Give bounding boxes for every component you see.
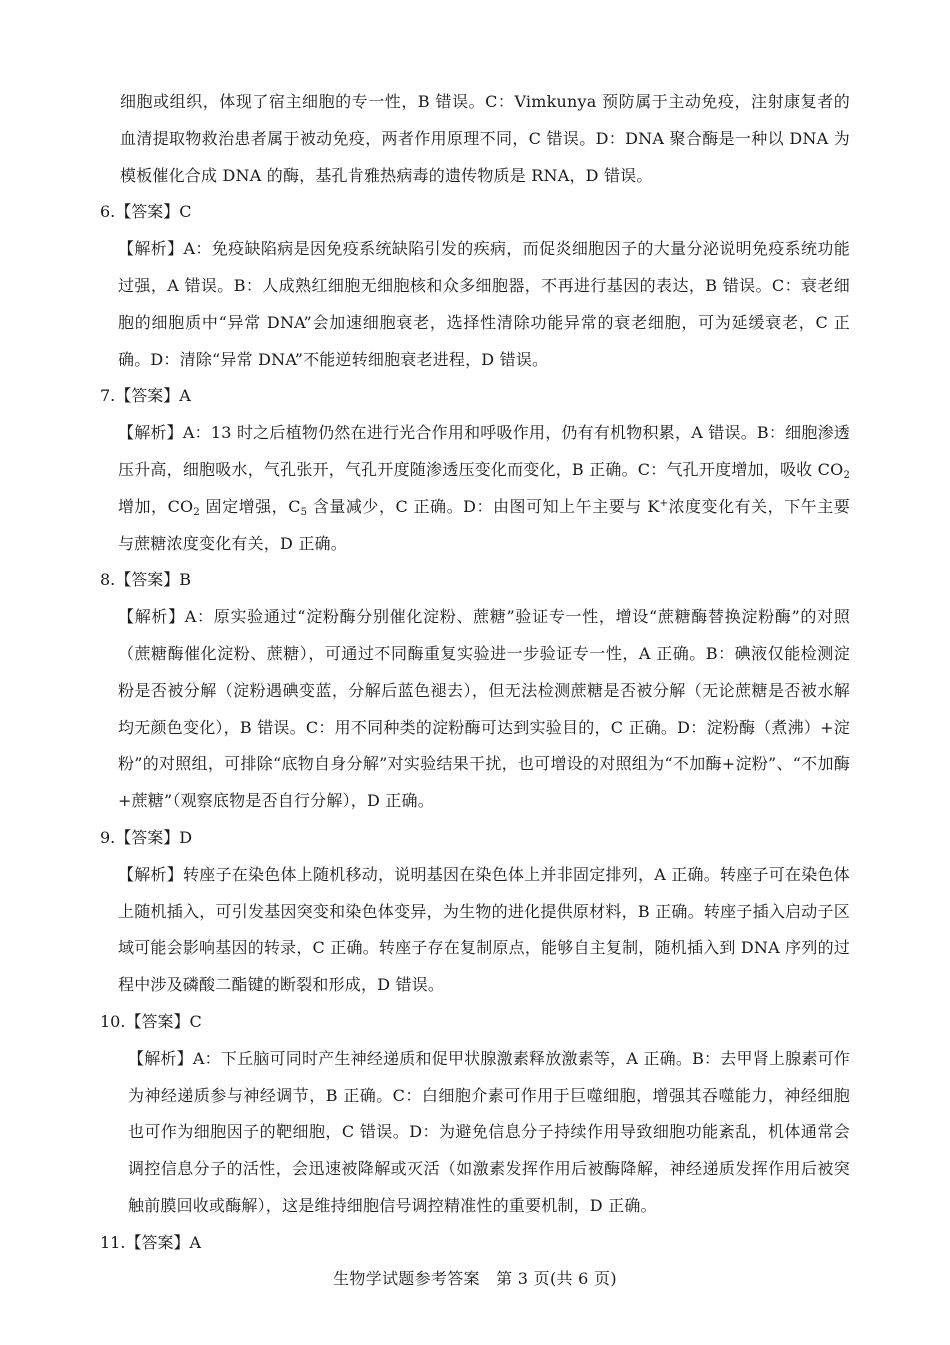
explanation-7-part5: 浓度变化有关，下午主要与蔗糖浓度变化有关，D 正确。	[118, 496, 850, 553]
subscript-c5: 5	[300, 506, 308, 518]
page-footer: 生物学试题参考答案 第 3 页(共 6 页)	[333, 1269, 617, 1288]
answer-11: 11.【答案】A	[100, 1232, 202, 1252]
answer-10: 10.【答案】C	[100, 1011, 202, 1031]
explanation-7-part4: 含量减少，C 正确。D：由图可知上午主要与 K	[307, 496, 660, 516]
explanation-7-part3: 固定增强，C	[199, 496, 301, 516]
explanation-9: 【解析】转座子在染色体上随机移动，说明基因在染色体上并非固定排列，A 正确。转座子可在染色体上随机插入，可引发基因突变和染色体变异，为生物的进化提供原材料，B 正确。转座子插入启动子区域可能会影响基因的转录，C 正确。转座子存在复制原点，能够自主复制，随机插入到 DNA 序列的过程中涉及磷酸二酯键的断裂和形成，D 错误。	[118, 864, 850, 995]
subscript-co2-b: 2	[193, 506, 200, 518]
answer-6: 6.【答案】C	[100, 202, 192, 222]
superscript-k-plus: +	[659, 497, 669, 509]
subscript-co2-a: 2	[843, 469, 850, 481]
answer-7: 7.【答案】A	[100, 386, 191, 406]
explanation-7	[100, 415, 850, 562]
explanation-7-part1: 【解析】A：13 时之后植物仍然在进行光合作用和呼吸作用，仍有有机物积累，A 错误。B：细胞渗透压升高，细胞吸水，气孔张开，气孔开度随渗透压变化而变化，B 正确。C：气孔开度增加，吸收 CO	[118, 423, 850, 479]
explanation-8: 【解析】A：原实验通过“淀粉酶分别催化淀粉、蔗糖”验证专一性，增设“蔗糖酶替换淀粉酶”的对照（蔗糖酶催化淀粉、蔗糖），可通过不同酶重复实验进一步验证专一性，A 正确。B：碘液仅能检测淀粉是否被分解（淀粉遇碘变蓝，分解后蓝色褪去），但无法检测蔗糖是否被分解（无论蔗糖是否被水解均无颜色变化），B 错误。C：用不同种类的淀粉酶可达到实验目的，C 正确。D：淀粉酶（煮沸）+淀粉”的对照组，可排除“底物自身分解”对实验结果干扰，也可增设的对照组为“不加酶+淀粉”、“不加酶+蔗糖”（观察底物是否自行分解），D 正确。	[118, 607, 850, 811]
explanation-6: 【解析】A：免疫缺陷病是因免疫系统缺陷引发的疾病，而促炎细胞因子的大量分泌说明免疫系统功能过强，A 错误。B：人成熟红细胞无细胞核和众多细胞器，不再进行基因的表达，B 错误。C：衰老细胞的细胞质中“异常 DNA”会加速细胞衰老，选择性清除功能异常的衰老细胞，可为延缓衰老，C 正确。D：清除“异常 DNA”不能逆转细胞衰老进程，D 错误。	[118, 239, 850, 369]
explanation-7-part2: 增加，CO	[118, 496, 194, 516]
answer-9: 9.【答案】D	[100, 827, 193, 847]
explanation-10: 【解析】A：下丘脑可同时产生神经递质和促甲状腺激素释放激素等，A 正确。B：去甲肾上腺素可作为神经递质参与神经调节，B 正确。C：白细胞介素可作用于巨噬细胞，增强其吞噬能力，神经细胞也可作为细胞因子的靶细胞，C 错误。D：为避免信息分子持续作用导致细胞功能紊乱，机体通常会调控信息分子的活性，会迅速被降解或灭活（如激素发挥作用后被酶降解，神经递质发挥作用后被突触前膜回收或酶解），这是维持细胞信号调控精准性的重要机制，D 正确。	[128, 1048, 850, 1215]
answer-content	[100, 84, 850, 1262]
continuation-paragraph: 细胞或组织，体现了宿主细胞的专一性，B 错误。C：Vimkunya 预防属于主动免疫，注射康复者的血清提取物救治患者属于被动免疫，两者作用原理不同，C 错误。D：DNA 聚合酶是一种以 DNA 为模板催化合成 DNA 的酶，基孔肯雅热病毒的遗传物质是 RNA，D 错误。	[120, 92, 850, 185]
answer-8: 8.【答案】B	[100, 570, 192, 590]
